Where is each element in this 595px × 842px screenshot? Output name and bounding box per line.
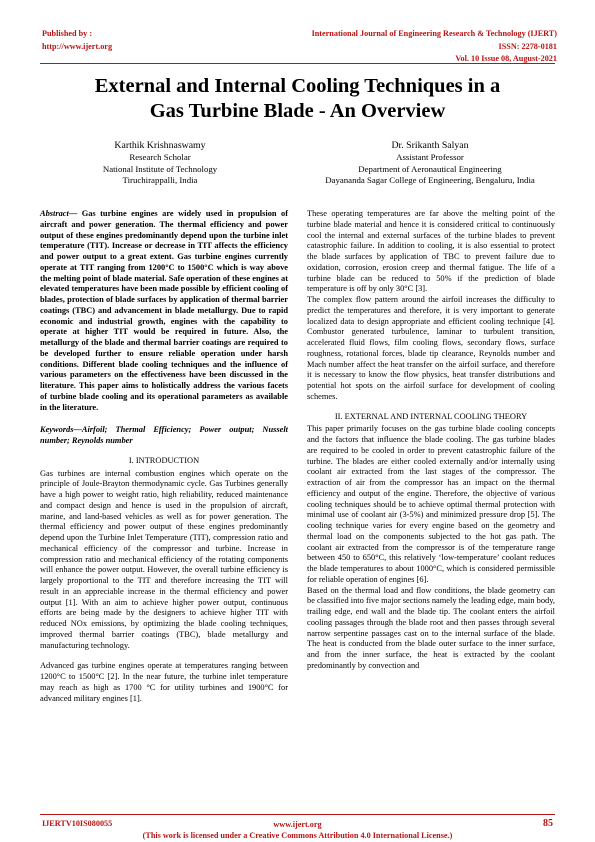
author-institution: National Institute of Technology — [102, 163, 218, 174]
license-note: (This work is licensed under a Creative Commons Attribution 4.0 International License.) — [142, 831, 453, 840]
page-number: 85 — [543, 818, 553, 829]
author-name: Karthik Krishnaswamy — [114, 140, 206, 151]
author-institution: Department of Aeronautical Engineering — [358, 163, 502, 174]
author-2 — [305, 140, 555, 187]
paragraph: The complex flow pattern around the airfoil increases the difficulty to predict the temperatures and therefore, it is very important to generate localized data to design appropriate and efficient cooling technique [4]. Combustor generated turbulence, laminar to turbulent transition, accelerated fluid flows, film cooling flows, secondary flows, surface roughness, rotational forces, blade tip clearance, Reynolds number and Mach number affect the heat transfer on the airfoil surface, and therefore it is necessary to know the flow physics, heat transfer distributions and potential hot spots on the airfoil surface for development of cooling schemes. — [307, 295, 555, 401]
paper-title — [40, 74, 555, 124]
header-left — [42, 28, 112, 53]
paragraph: This paper primarily focuses on the gas turbine blade cooling concepts and the factors that influence the blade cooling. The gas turbine blades are required to be cooled in order to prevent catastrophic failure of the turbine. The blades are either cooled externally and/or internally using coolant air extracted from the last stages of the compressor. The extraction of air from the compressor has an impact on the thermal efficiency and output of the engine. Therefore, the objective of various cooling techniques should be to achieve optimal thermal protection with minimal use of coolant air (3-5%) and minimized pressure drop [5]. The cooling technique varies for every engine based on the geometry and thermal load on the components subjected to the hot gas path. The coolant air extracted from the compressor is of the temperature range between 450 to 650°C, this relatively ‘low-temperature’ coolant reduces the blade temperatures to about 1000°C, which is considered permissible for reliable operation of engines [6]. — [307, 424, 555, 584]
footer-rule — [40, 814, 555, 815]
author-1 — [60, 140, 260, 187]
abstract-label: Abstract— — [40, 209, 78, 218]
paragraph: These operating temperatures are far above the melting point of the turbine blade material and hence it is considered critical to continuously cool the internal and external surfaces of the turbine blades to prevent catastrophic failure. In addition to cooling, it is also essential to protect the blade surfaces by application of TBC to prevent failure due to oxidation, corrosion, erosion creep and thermal fatigue. The life of a turbine blade can be reduced to 50% if the prediction of blade temperature is off by only 30°C [3]. — [307, 209, 555, 294]
section-heading-cooling-theory: II. EXTERNAL AND INTERNAL COOLING THEORY — [334, 411, 528, 421]
header-right — [312, 28, 557, 66]
journal-name: International Journal of Engineering Research & Technology (IJERT) — [311, 29, 557, 38]
volume-issue: Vol. 10 Issue 08, August-2021 — [455, 54, 557, 63]
paragraph: Advanced gas turbine engines operate at temperatures ranging between 1200°C to 1500°C [2]. In the near future, the turbine inlet temperature may reach as high as 1700 °C for utility turbines and 1900°C for advanced military engines [1]. — [40, 661, 288, 703]
title-line-1: External and Internal Cooling Techniques in a — [94, 75, 501, 97]
left-column — [40, 209, 288, 704]
paragraph: Based on the thermal load and flow conditions, the blade geometry can be classified into five major sections namely the leading edge, main body, trailing edge, end wall and the blade tip. The coolant enters the airfoil cooling passages through the blade root and then passes through several narrow serpentine passages cast on to the internal surface of the blade. The heat is conducted from the blade outer surface to the inner surface, and from the inner surface, the heat is extracted by the coolant predominantly by convection and — [307, 585, 555, 670]
author-location: Tiruchirappalli, India — [122, 175, 198, 186]
author-name: Dr. Srikanth Salyan — [391, 140, 469, 151]
footer-website-link[interactable]: www.ijert.org — [273, 820, 322, 829]
author-location: Dayananda Sagar College of Engineering, Bengaluru, India — [325, 175, 535, 186]
title-line-2: Gas Turbine Blade - An Overview — [149, 100, 446, 122]
published-by: Published by : — [42, 29, 93, 38]
paper-id: IJERTV10IS080055 — [42, 819, 113, 828]
author-role: Assistant Professor — [396, 152, 464, 163]
footer-center — [0, 819, 595, 841]
section-heading-introduction: I. INTRODUCTION — [128, 455, 200, 465]
issn: ISSN: 2278-0181 — [498, 41, 557, 51]
author-role: Research Scholar — [129, 152, 191, 163]
keywords: Keywords—Airfoil; Thermal Efficiency; Power output; Nusselt number; Reynolds number — [40, 425, 288, 445]
right-column — [307, 209, 555, 672]
abstract-text: Gas turbine engines are widely used in propulsion of aircraft and power generation. The thermal efficiency and power output of these engines predominantly depend upon the turbine inlet temperature (TIT). Increase or decrease in TIT affects the efficiency and power output to a great extent. Gas turbine engines currently operate at TIT ranging from 1200°C to 1500°C which is way above the melting point of blade material. Safe operation of these engines at elevated temperatures have been made possible by efficient cooling of blades, protection of blade surfaces by application of thermal barrier coatings (TBC) and advancement in blade metallurgy. Due to rapid economic and industrial growth, engines with the capability to operate at higher TIT would be required in future. Also, the metallurgy of the blade and thermal barrier coatings are required to be developed further to ensure reliable operation under harsh conditions. Different blade cooling techniques and the influence of various parameters on the effectiveness have been discussed in the literature. This paper aims to holistically address the various facets of turbine blade cooling and its operational parameters as available in the literature. — [40, 209, 288, 412]
journal-website-link[interactable]: http://www.ijert.org — [42, 41, 113, 51]
header-rule — [40, 63, 555, 64]
paragraph: Gas turbines are internal combustion engines which operate on the principle of Joule-Brayton thermodynamic cycle. Gas Turbines generally have a high power to weight ratio, high reliability, reduced maintenance and compact design and hence is used in the propulsion of aircraft, marine, and land-based vehicles as well as for power generation. The thermal efficiency and power output of these engines predominantly depend upon the Turbine Inlet Temperature (TIT), compression ratio and mechanical efficiency of the compressor and turbine. Increase in compression ratio and mechanical efficiency of the rotating components will enhance the power output. However, the overall turbine efficiency is largely proportional to the TIT and therefore increasing the TIT will result in an appreciable increase in the thermal efficiency and power output [1]. With an aim to achieve higher power output, continuous efforts are being made by the designers to achieve higher TIT with reduced NOx emissions, by optimizing the blade cooling techniques, improved thermal barrier coatings (TBC), blade metallurgy and manufacturing technology. — [40, 468, 288, 650]
abstract — [40, 209, 288, 413]
